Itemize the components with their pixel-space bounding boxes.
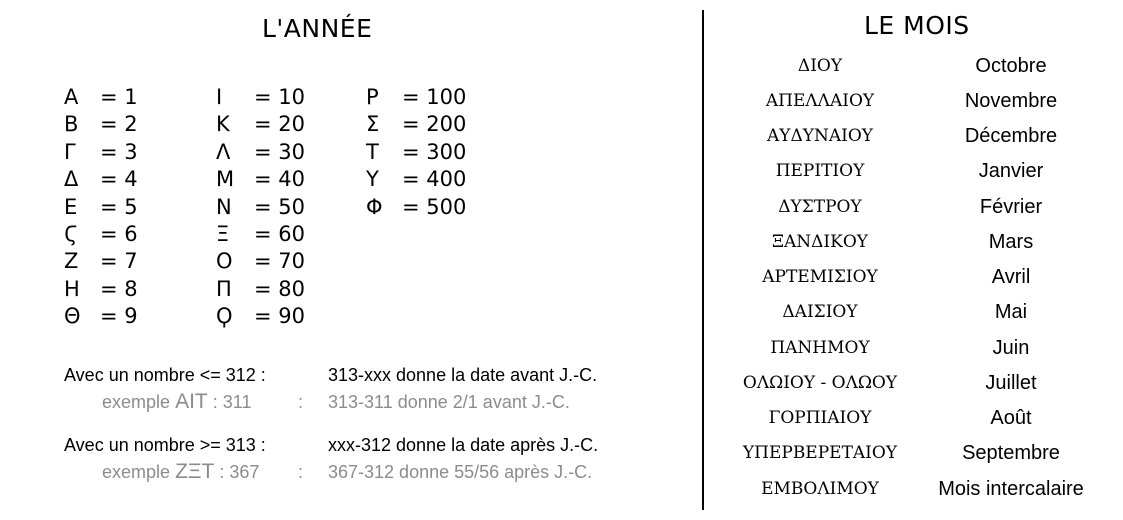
greek-letter: Λ bbox=[216, 139, 231, 164]
numeral-row bbox=[216, 248, 305, 275]
numeral-value: = 6 bbox=[100, 221, 138, 246]
french-month-name: Février bbox=[979, 196, 1043, 218]
numeral-row bbox=[64, 276, 138, 303]
greek-month-name: ΟΛΩΙΟΥ - ΟΛΩΟΥ bbox=[742, 373, 898, 393]
numeral-row bbox=[366, 139, 466, 166]
year-title: L'ANNÉE bbox=[262, 14, 373, 43]
example-2 bbox=[102, 460, 259, 484]
example-2-separator: : bbox=[298, 462, 304, 482]
numeral-row bbox=[64, 111, 138, 138]
greek-letter: Β bbox=[64, 112, 79, 137]
numeral-row bbox=[216, 84, 305, 111]
numeral-row bbox=[366, 84, 466, 111]
example-1-letters: ΑΙΤ bbox=[175, 390, 208, 413]
numeral-value: = 3 bbox=[100, 139, 138, 164]
example-2-prefix: exemple bbox=[102, 462, 171, 482]
numeral-value: = 8 bbox=[100, 276, 138, 301]
numeral-value: = 10 bbox=[254, 85, 305, 109]
greek-letter: Ρ bbox=[366, 85, 379, 109]
numeral-value: = 300 bbox=[402, 139, 467, 164]
numeral-value: = 60 bbox=[254, 221, 305, 246]
numeral-row bbox=[64, 303, 138, 330]
greek-month-name: ΓΟΡΠΙΑΙΟΥ bbox=[768, 408, 872, 428]
numeral-row bbox=[64, 139, 138, 166]
greek-month-name: ΑΡΤΕΜΙΣΙΟΥ bbox=[762, 267, 878, 287]
greek-letter: Η bbox=[64, 276, 80, 301]
greek-letter: Ϙ bbox=[216, 304, 233, 329]
greek-month-name: ΠΕΡΙΤΙΟΥ bbox=[775, 161, 865, 181]
numeral-value: = 200 bbox=[402, 112, 467, 137]
month-row bbox=[720, 193, 1110, 228]
greek-month-name: ΕΜΒΟΛΙΜΟΥ bbox=[761, 479, 879, 499]
numeral-row bbox=[216, 303, 305, 330]
numeral-value: = 40 bbox=[254, 167, 305, 192]
numeral-value: = 400 bbox=[402, 167, 467, 192]
numeral-row bbox=[366, 166, 466, 193]
month-row bbox=[720, 122, 1110, 157]
greek-letter: Σ bbox=[366, 112, 380, 137]
numeral-value: = 70 bbox=[254, 249, 305, 274]
greek-month-name: ΑΥΔΥΝΑΙΟΥ bbox=[766, 126, 874, 146]
numeral-value: = 1 bbox=[100, 85, 138, 109]
month-row bbox=[720, 52, 1110, 87]
month-row bbox=[720, 263, 1110, 298]
numeral-value: = 2 bbox=[100, 112, 138, 137]
numeral-value: = 9 bbox=[100, 304, 138, 329]
numeral-row bbox=[366, 194, 466, 221]
month-row bbox=[720, 475, 1110, 510]
rule-2-formula: xxx-312 donne la date après J.-C. bbox=[328, 435, 599, 455]
rule-1-formula: 313-xxx donne la date avant J.-C. bbox=[328, 365, 598, 385]
greek-month-name: ΠΑΝΗΜΟΥ bbox=[770, 338, 870, 358]
example-2-value: : 367 bbox=[219, 462, 260, 482]
numeral-row bbox=[216, 166, 305, 193]
numeral-column-units bbox=[64, 84, 138, 331]
numeral-row bbox=[64, 194, 138, 221]
greek-month-name: ΔΑΙΣΙΟΥ bbox=[782, 302, 858, 322]
greek-letter: Ϛ bbox=[64, 221, 78, 246]
numeral-row bbox=[64, 166, 138, 193]
greek-month-name: ΑΠΕΛΛΑΙΟΥ bbox=[765, 91, 875, 111]
month-row bbox=[720, 228, 1110, 263]
example-2-letters: ΖΞΤ bbox=[175, 460, 215, 483]
french-month-name: Septembre bbox=[962, 442, 1060, 464]
greek-letter: Ε bbox=[64, 194, 78, 219]
rule-1-condition: Avec un nombre <= 312 : bbox=[64, 365, 266, 385]
numeral-row bbox=[64, 221, 138, 248]
month-row bbox=[720, 298, 1110, 333]
greek-letter: Υ bbox=[366, 167, 379, 192]
french-month-name: Avril bbox=[991, 266, 1031, 288]
french-month-name: Juin bbox=[992, 337, 1030, 359]
month-row bbox=[720, 404, 1110, 439]
greek-letter: Φ bbox=[366, 194, 383, 219]
numeral-value: = 5 bbox=[100, 194, 138, 219]
example-1-result: 313-311 donne 2/1 avant J.-C. bbox=[328, 392, 570, 412]
french-month-name: Janvier bbox=[978, 160, 1044, 182]
numeral-value: = 20 bbox=[254, 112, 305, 137]
column-divider bbox=[702, 10, 704, 510]
example-1-value: : 311 bbox=[212, 392, 252, 412]
numeral-row bbox=[216, 139, 305, 166]
greek-letter: Θ bbox=[64, 304, 81, 329]
numeral-value: = 100 bbox=[402, 85, 467, 109]
greek-letter: Κ bbox=[216, 112, 230, 137]
french-month-name: Mai bbox=[994, 301, 1028, 323]
example-1 bbox=[102, 390, 251, 414]
greek-letter: Ι bbox=[216, 85, 223, 109]
example-1-prefix: exemple bbox=[102, 392, 171, 412]
greek-letter: Ζ bbox=[64, 249, 79, 274]
month-row bbox=[720, 439, 1110, 474]
french-month-name: Juillet bbox=[985, 372, 1037, 394]
month-title: LE MOIS bbox=[864, 11, 970, 40]
greek-letter: Γ bbox=[64, 139, 76, 164]
month-row bbox=[720, 87, 1110, 122]
greek-letter: Τ bbox=[366, 139, 379, 164]
numeral-value: = 90 bbox=[254, 304, 305, 329]
greek-month-name: ΔΙΟΥ bbox=[797, 56, 843, 76]
numeral-value: = 80 bbox=[254, 276, 305, 301]
french-month-name: Octobre bbox=[975, 55, 1047, 77]
greek-month-name: ΥΠΕΡΒΕΡΕΤΑΙΟΥ bbox=[742, 443, 898, 463]
numeral-value: = 4 bbox=[100, 167, 138, 192]
numeral-value: = 7 bbox=[100, 249, 138, 274]
french-month-name: Mois intercalaire bbox=[938, 478, 1084, 500]
greek-letter: Ν bbox=[216, 194, 232, 219]
numeral-value: = 30 bbox=[254, 139, 305, 164]
numeral-value: = 50 bbox=[254, 194, 305, 219]
greek-month-name: ΞΑΝΔΙΚΟΥ bbox=[772, 232, 868, 252]
numeral-row bbox=[366, 111, 466, 138]
month-row bbox=[720, 157, 1110, 192]
month-row bbox=[720, 334, 1110, 369]
example-2-result: 367-312 donne 55/56 après J.-C. bbox=[328, 462, 593, 482]
numeral-row bbox=[216, 194, 305, 221]
french-month-name: Août bbox=[990, 407, 1032, 429]
numeral-column-tens bbox=[216, 84, 305, 331]
greek-letter: Α bbox=[64, 85, 79, 109]
french-month-name: Novembre bbox=[964, 90, 1058, 112]
greek-letter: Μ bbox=[216, 167, 235, 192]
month-row bbox=[720, 369, 1110, 404]
numeral-row bbox=[64, 84, 138, 111]
numeral-value: = 500 bbox=[402, 194, 467, 219]
example-1-separator: : bbox=[298, 392, 304, 412]
greek-month-name: ΔΥΣΤΡΟΥ bbox=[778, 197, 862, 217]
numeral-row bbox=[216, 276, 305, 303]
numeral-row bbox=[216, 111, 305, 138]
greek-letter: Δ bbox=[64, 167, 79, 192]
numeral-row bbox=[64, 248, 138, 275]
numeral-row bbox=[216, 221, 305, 248]
rule-2-condition: Avec un nombre >= 313 : bbox=[64, 435, 266, 455]
greek-letter: Ξ bbox=[216, 221, 230, 246]
french-month-name: Décembre bbox=[964, 125, 1058, 147]
numeral-column-hundreds bbox=[366, 84, 466, 221]
greek-letter: Π bbox=[216, 276, 232, 301]
greek-letter: Ο bbox=[216, 249, 233, 274]
french-month-name: Mars bbox=[988, 231, 1034, 253]
